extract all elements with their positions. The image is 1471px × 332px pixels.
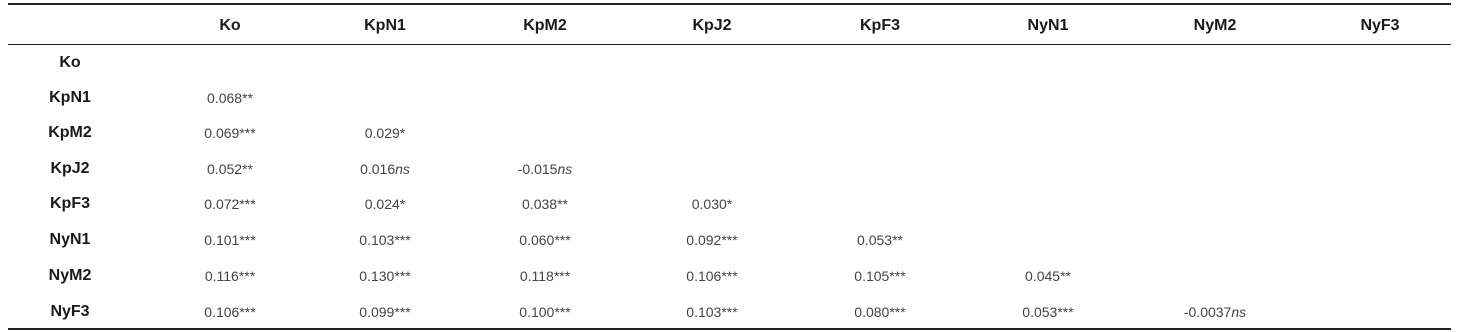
table-bottom-rule	[8, 328, 1451, 330]
column-header: Ko	[219, 17, 241, 34]
table-cell	[854, 304, 905, 320]
significance-marker: ***	[238, 268, 256, 284]
column-header: KpM2	[523, 17, 567, 34]
significance-marker: ***	[889, 304, 906, 320]
row-label: KpJ2	[50, 160, 90, 177]
cell-value: 0.103	[686, 304, 722, 320]
table-cell	[360, 161, 410, 177]
row-label: NyM2	[48, 267, 92, 284]
significance-marker: ***	[239, 304, 256, 320]
table-cell	[519, 232, 570, 248]
table-cell	[359, 232, 410, 248]
table-cell	[1025, 268, 1071, 284]
significance-marker: ***	[721, 304, 738, 320]
cell-value: 0.105	[854, 268, 890, 284]
table-cell	[519, 304, 570, 320]
significance-marker: *	[399, 196, 406, 212]
significance-marker: ***	[239, 125, 256, 141]
cell-value: 0.029	[364, 125, 400, 141]
significance-marker: **	[557, 196, 568, 212]
table-cell	[692, 196, 733, 212]
row-label: KpN1	[49, 89, 91, 106]
table-top-rule	[8, 3, 1451, 5]
table-cell	[686, 304, 737, 320]
significance-marker: ***	[554, 304, 571, 320]
table-cell	[207, 161, 253, 177]
significance-marker: ***	[721, 268, 738, 284]
table-cell	[522, 196, 568, 212]
significance-marker: **	[242, 161, 253, 177]
significance-marker: ***	[394, 232, 411, 248]
significance-marker: **	[242, 90, 253, 106]
cell-value: 0.045	[1025, 268, 1061, 284]
table-cell	[207, 90, 253, 106]
cell-value: 0.069	[204, 125, 240, 141]
significance-marker: ***	[239, 196, 256, 212]
row-label: NyF3	[50, 303, 90, 320]
table-cell	[359, 268, 410, 284]
cell-value: 0.103	[359, 232, 395, 248]
table-cell	[518, 161, 573, 177]
cell-value: 0.072	[204, 196, 240, 212]
table-cell	[359, 304, 410, 320]
significance-marker: ***	[721, 232, 738, 248]
table-cell	[854, 268, 905, 284]
cell-value: 0.118	[519, 268, 554, 284]
table-cell	[520, 268, 570, 284]
cell-value: 0.016	[360, 161, 396, 177]
cell-value: 0.106	[204, 304, 240, 320]
cell-value: 0.068	[207, 90, 243, 106]
cell-value: 0.116	[204, 268, 239, 284]
table-cell	[365, 196, 406, 212]
cell-value: 0.099	[359, 304, 395, 320]
column-header: NyF3	[1360, 17, 1400, 34]
significance-marker: ***	[1057, 304, 1074, 320]
table-cell	[365, 125, 406, 141]
cell-value: 0.053	[857, 232, 893, 248]
cell-value: 0.030	[691, 196, 727, 212]
cell-value: 0.038	[522, 196, 558, 212]
cell-value: 0.100	[519, 304, 555, 320]
cell-value: 0.106	[686, 268, 722, 284]
column-header: KpF3	[860, 17, 900, 34]
cell-value: 0.080	[854, 304, 890, 320]
column-header: KpJ2	[692, 17, 732, 34]
row-label: KpF3	[50, 195, 90, 212]
table-cell	[1184, 304, 1246, 320]
table-cell	[686, 232, 737, 248]
column-header: NyN1	[1027, 17, 1069, 34]
column-header: NyM2	[1193, 17, 1237, 34]
significance-marker: *	[399, 125, 406, 141]
significance-marker: ***	[394, 304, 411, 320]
significance-marker: ns	[395, 161, 410, 177]
column-header: KpN1	[364, 17, 406, 34]
cell-value: 0.101	[204, 232, 240, 248]
cell-value: 0.052	[207, 161, 243, 177]
significance-marker: ***	[554, 232, 571, 248]
row-label: KpM2	[48, 124, 92, 141]
significance-marker: **	[1060, 268, 1071, 284]
table-cell	[686, 268, 737, 284]
cell-value: 0.024	[364, 196, 400, 212]
row-label: NyN1	[49, 231, 91, 248]
table-cell	[204, 304, 255, 320]
significance-marker: **	[892, 232, 903, 248]
table-header-rule	[8, 44, 1451, 45]
cell-value: -0.0037	[1183, 304, 1232, 320]
table-cell	[204, 196, 255, 212]
table-cell	[1022, 304, 1073, 320]
cell-value: 0.092	[686, 232, 722, 248]
significance-marker: ***	[889, 268, 906, 284]
significance-marker: ***	[239, 232, 256, 248]
cell-value: 0.130	[359, 268, 395, 284]
cell-value: 0.053	[1022, 304, 1058, 320]
cell-value: -0.015	[517, 161, 558, 177]
significance-marker: ns	[1231, 304, 1247, 320]
significance-marker: ***	[394, 268, 411, 284]
significance-marker: ***	[553, 268, 571, 284]
significance-marker: *	[726, 196, 733, 212]
significance-marker: ns	[557, 161, 573, 177]
table-cell	[204, 125, 255, 141]
table-cell	[857, 232, 903, 248]
table-cell	[205, 268, 255, 284]
row-label: Ko	[59, 54, 81, 71]
table-cell	[204, 232, 255, 248]
cell-value: 0.060	[519, 232, 555, 248]
